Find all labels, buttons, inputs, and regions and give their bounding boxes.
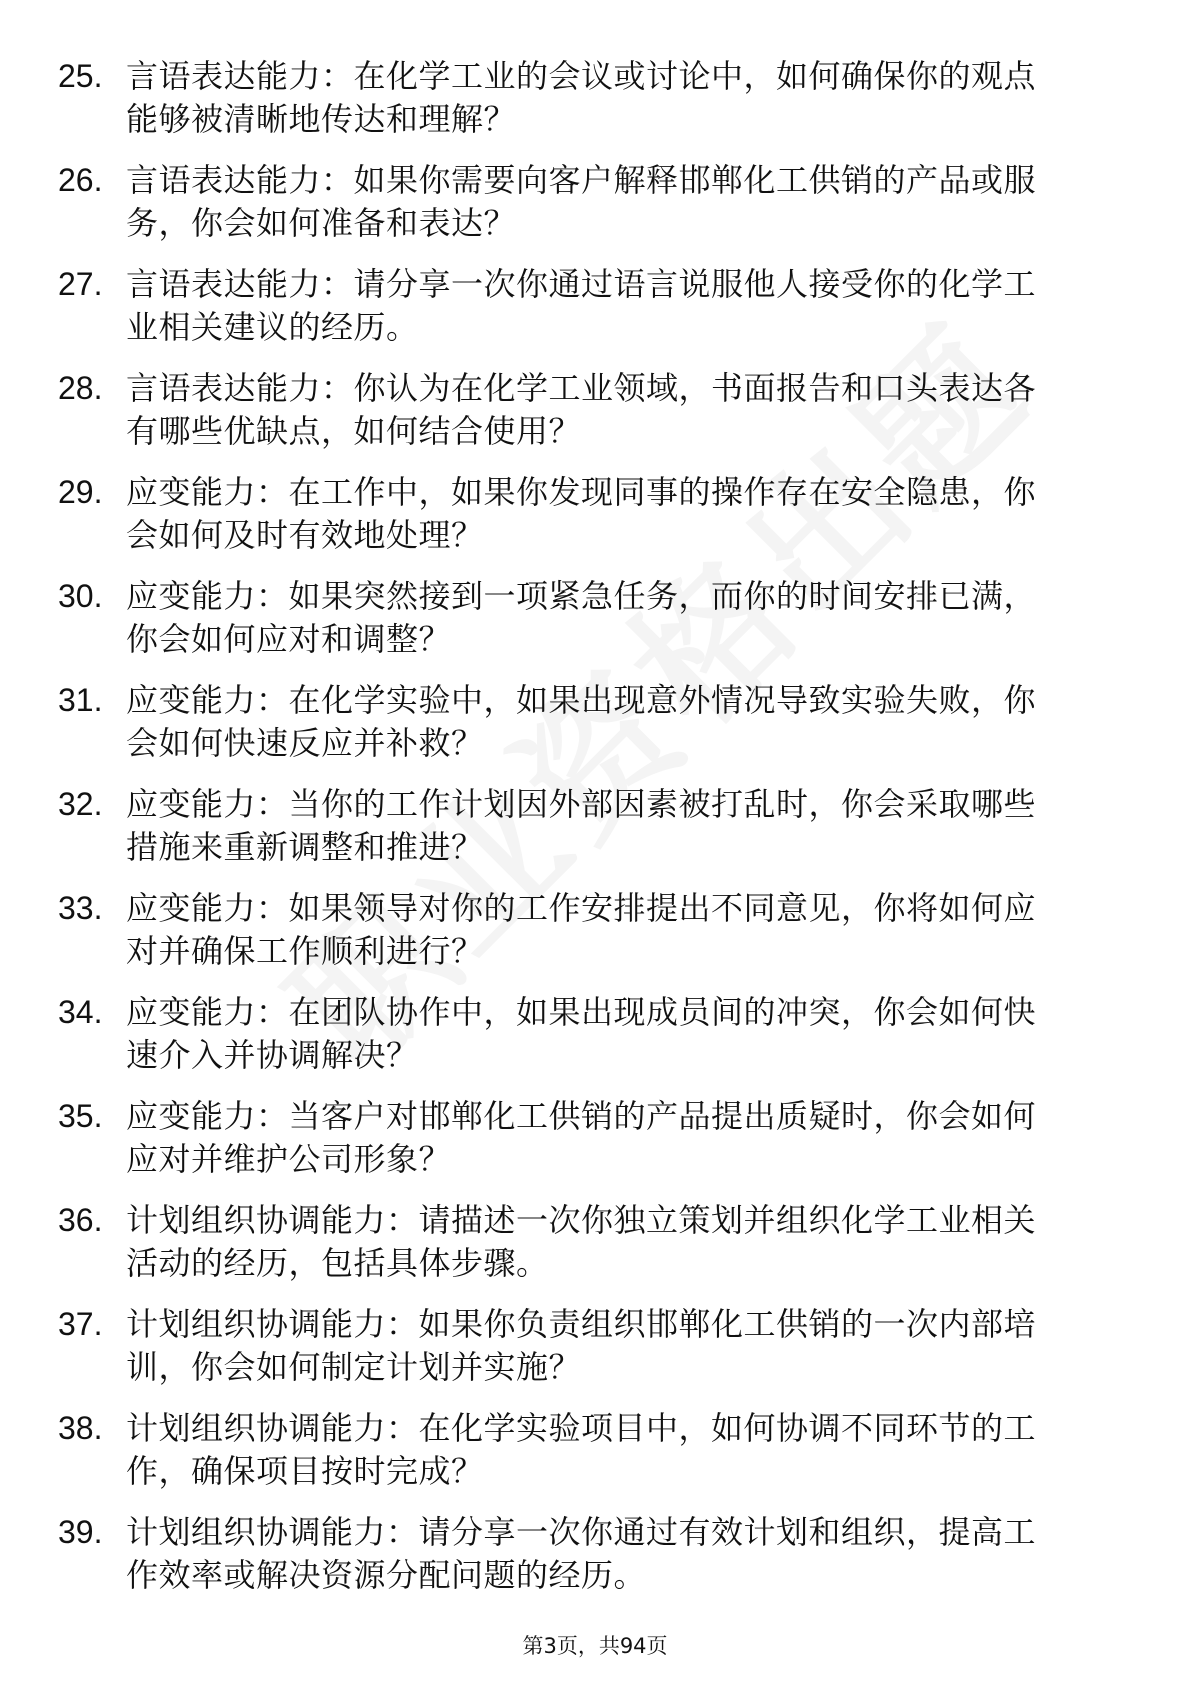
question-number: 36.	[58, 1202, 103, 1238]
question-line: 言语表达能力：如果你需要向客户解释邯郸化工供销的产品或服	[126, 161, 1037, 199]
question-list	[58, 55, 1118, 1615]
question-item-33	[58, 887, 1118, 991]
question-item-28	[58, 367, 1118, 471]
question-number: 29.	[58, 474, 103, 510]
question-number: 26.	[58, 162, 103, 198]
question-text	[126, 367, 1118, 453]
question-line: 训，你会如何制定计划并实施？	[126, 1348, 582, 1386]
question-number: 34.	[58, 994, 103, 1030]
question-line: 对并确保工作顺利进行？	[126, 932, 484, 970]
question-line: 言语表达能力：请分享一次你通过语言说服他人接受你的化学工	[126, 265, 1037, 303]
question-item-25	[58, 55, 1118, 159]
question-number: 35.	[58, 1098, 103, 1134]
question-number: 33.	[58, 890, 103, 926]
question-line: 应变能力：如果突然接到一项紧急任务，而你的时间安排已满，	[126, 577, 1037, 615]
question-number: 31.	[58, 682, 103, 718]
question-line: 应变能力：在化学实验中，如果出现意外情况导致实验失败，你	[126, 681, 1037, 719]
question-line: 应变能力：当客户对邯郸化工供销的产品提出质疑时，你会如何	[126, 1097, 1037, 1135]
question-item-26	[58, 159, 1118, 263]
question-line: 应变能力：在工作中，如果你发现同事的操作存在安全隐患，你	[126, 473, 1037, 511]
question-line: 会如何快速反应并补救？	[126, 724, 484, 762]
question-line: 计划组织协调能力：如果你负责组织邯郸化工供销的一次内部培	[126, 1305, 1037, 1343]
question-text	[126, 679, 1118, 765]
question-line: 活动的经历，包括具体步骤。	[126, 1244, 549, 1282]
question-line: 作，确保项目按时完成？	[126, 1452, 484, 1490]
question-line: 计划组织协调能力：在化学实验项目中，如何协调不同环节的工	[126, 1409, 1037, 1447]
question-item-38	[58, 1407, 1118, 1511]
question-line: 会如何及时有效地处理？	[126, 516, 484, 554]
question-line: 业相关建议的经历。	[126, 308, 419, 346]
question-text	[126, 1511, 1118, 1597]
question-number: 27.	[58, 266, 103, 302]
question-line: 应变能力：如果领导对你的工作安排提出不同意见，你将如何应	[126, 889, 1037, 927]
question-item-37	[58, 1303, 1118, 1407]
question-number: 25.	[58, 58, 103, 94]
question-line: 应变能力：当你的工作计划因外部因素被打乱时，你会采取哪些	[126, 785, 1037, 823]
question-text	[126, 1407, 1118, 1493]
question-number: 38.	[58, 1410, 103, 1446]
question-line: 言语表达能力：在化学工业的会议或讨论中，如何确保你的观点	[126, 57, 1037, 95]
question-item-35	[58, 1095, 1118, 1199]
question-item-32	[58, 783, 1118, 887]
question-text	[126, 55, 1118, 141]
question-text	[126, 887, 1118, 973]
question-text	[126, 471, 1118, 557]
question-line: 速介入并协调解决？	[126, 1036, 419, 1074]
question-line: 计划组织协调能力：请分享一次你通过有效计划和组织，提高工	[126, 1513, 1037, 1551]
question-text	[126, 991, 1118, 1077]
question-text	[126, 1095, 1118, 1181]
question-line: 你会如何应对和调整？	[126, 620, 452, 658]
question-item-29	[58, 471, 1118, 575]
question-item-39	[58, 1511, 1118, 1615]
question-number: 30.	[58, 578, 103, 614]
question-item-27	[58, 263, 1118, 367]
question-text	[126, 159, 1118, 245]
question-text	[126, 263, 1118, 349]
question-number: 39.	[58, 1514, 103, 1550]
question-number: 37.	[58, 1306, 103, 1342]
question-item-34	[58, 991, 1118, 1095]
question-line: 言语表达能力：你认为在化学工业领域，书面报告和口头表达各	[126, 369, 1037, 407]
question-number: 32.	[58, 786, 103, 822]
question-line: 措施来重新调整和推进？	[126, 828, 484, 866]
question-text	[126, 1199, 1118, 1285]
question-item-31	[58, 679, 1118, 783]
question-line: 计划组织协调能力：请描述一次你独立策划并组织化学工业相关	[126, 1201, 1037, 1239]
question-line: 应对并维护公司形象？	[126, 1140, 452, 1178]
question-line: 作效率或解决资源分配问题的经历。	[126, 1556, 647, 1594]
question-text	[126, 1303, 1118, 1389]
question-text	[126, 783, 1118, 869]
page-footer: 第3页，共94页	[522, 1634, 668, 1658]
question-line: 务，你会如何准备和表达？	[126, 204, 517, 242]
question-text	[126, 575, 1118, 661]
question-line: 有哪些优缺点，如何结合使用？	[126, 412, 582, 450]
question-item-30	[58, 575, 1118, 679]
question-line: 应变能力：在团队协作中，如果出现成员间的冲突，你会如何快	[126, 993, 1037, 1031]
question-line: 能够被清晰地传达和理解？	[126, 100, 517, 138]
question-item-36	[58, 1199, 1118, 1303]
question-number: 28.	[58, 370, 103, 406]
